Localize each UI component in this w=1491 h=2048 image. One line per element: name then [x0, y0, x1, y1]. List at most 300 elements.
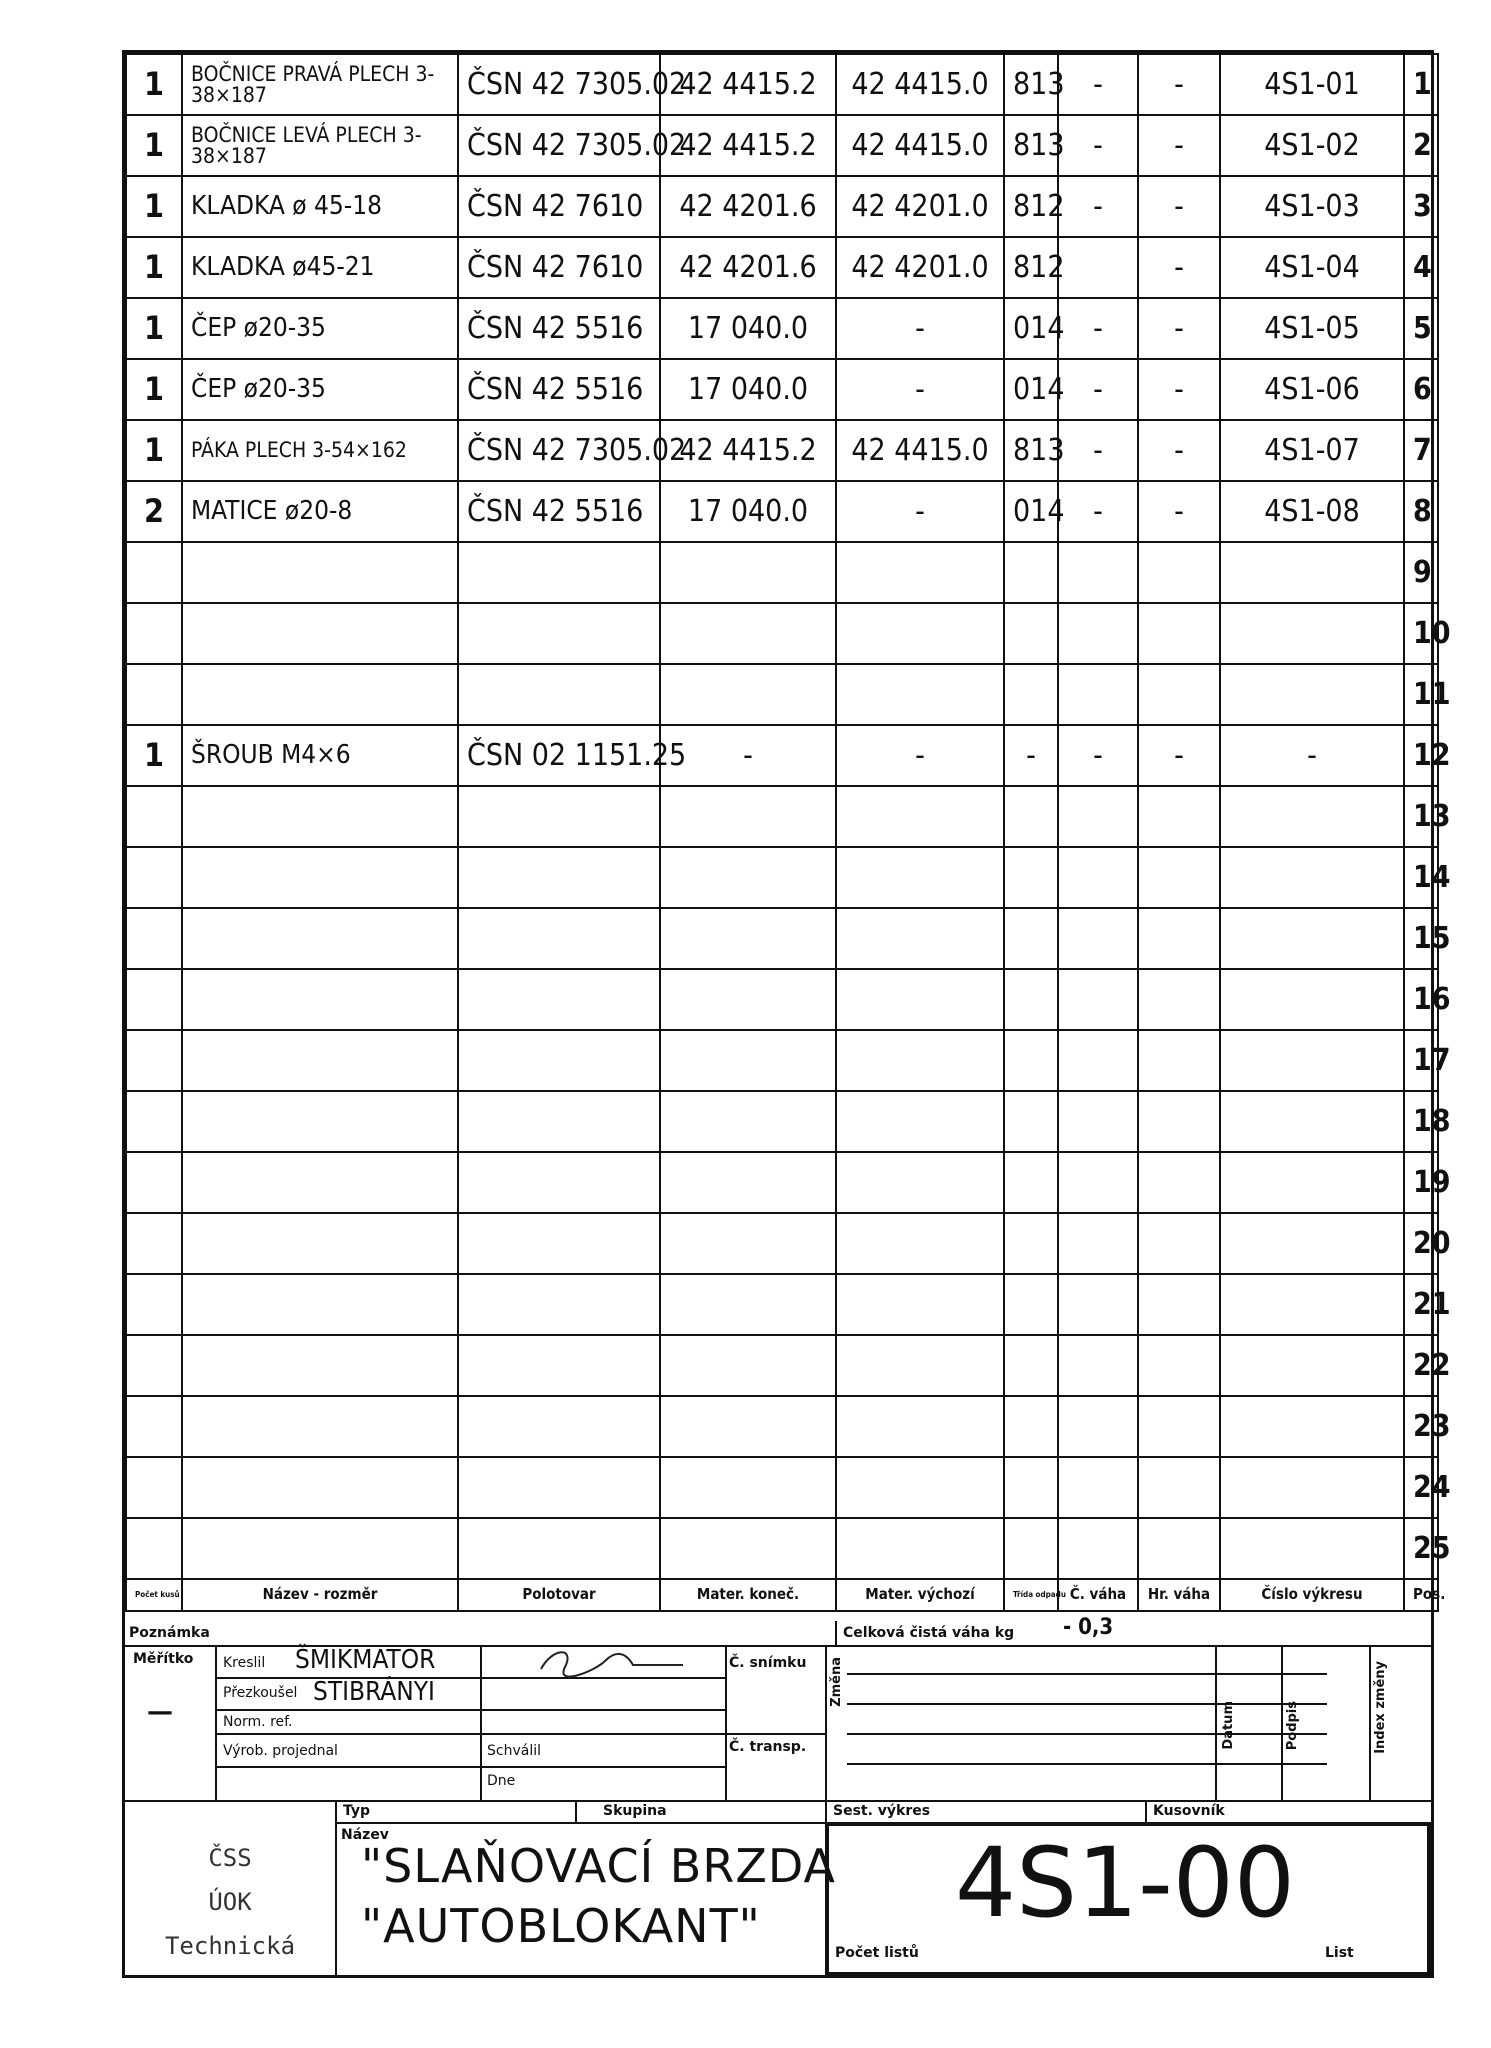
- cell-mat-konec: [660, 1213, 836, 1274]
- cell-mat-vychozi: [836, 1518, 1004, 1579]
- cell-polotovar: [458, 603, 660, 664]
- schvalil-label: Schválil: [487, 1743, 541, 1759]
- celkova-vaha-value: - 0,3: [1063, 1615, 1114, 1640]
- kreslil-value: ŠMIKMATOR: [295, 1645, 436, 1675]
- stamp-line-1: ČSS: [208, 1844, 252, 1872]
- cell-mat-vychozi: [836, 908, 1004, 969]
- cell-cislo-vykresu: 4S1-07: [1220, 420, 1404, 481]
- cell-mat-vychozi: [836, 1091, 1004, 1152]
- cell-hr-vaha: [1138, 1152, 1220, 1213]
- cell-mat-vychozi: [836, 847, 1004, 908]
- signature: [535, 1641, 685, 1681]
- cell-name: [182, 1457, 458, 1518]
- cell-trida: -: [1004, 725, 1058, 786]
- cell-qty: [126, 542, 182, 603]
- cell-qty: [126, 1030, 182, 1091]
- prezkousel-value: STIBRÁNYI: [313, 1677, 435, 1707]
- cell-mat-vychozi: [836, 603, 1004, 664]
- cell-mat-konec: [660, 1152, 836, 1213]
- cell-pos: 15: [1404, 908, 1438, 969]
- cell-name: [182, 1274, 458, 1335]
- cell-qty: [126, 847, 182, 908]
- cell-mat-konec: -: [660, 725, 836, 786]
- cell-mat-konec: [660, 1335, 836, 1396]
- cell-pos: 23: [1404, 1396, 1438, 1457]
- norm-ref-label: Norm. ref.: [223, 1714, 293, 1730]
- cell-hr-vaha: [1138, 1274, 1220, 1335]
- cell-cislo-vykresu: [1220, 1274, 1404, 1335]
- cell-trida: 014: [1004, 481, 1058, 542]
- header-mat-konec: Mater. koneč.: [660, 1579, 836, 1611]
- cell-name: [182, 1152, 458, 1213]
- cell-mat-vychozi: [836, 542, 1004, 603]
- cell-trida: [1004, 786, 1058, 847]
- cell-mat-vychozi: 42 4415.0: [836, 420, 1004, 481]
- cell-name: KLADKA ø45-21: [182, 237, 458, 298]
- cell-polotovar: [458, 1518, 660, 1579]
- cell-mat-konec: [660, 1091, 836, 1152]
- cell-mat-konec: [660, 786, 836, 847]
- table-row: [126, 725, 1438, 786]
- cell-trida: [1004, 1457, 1058, 1518]
- cell-c-vaha: [1058, 1457, 1138, 1518]
- cell-c-vaha: -: [1058, 298, 1138, 359]
- cell-mat-vychozi: [836, 1274, 1004, 1335]
- cell-mat-konec: 42 4415.2: [660, 115, 836, 176]
- cell-c-vaha: [1058, 603, 1138, 664]
- cell-name: [182, 908, 458, 969]
- cell-qty: [126, 786, 182, 847]
- cell-mat-konec: [660, 1518, 836, 1579]
- cell-polotovar: ČSN 02 1151.25: [458, 725, 660, 786]
- table-row: [126, 908, 1438, 969]
- cell-trida: 813: [1004, 54, 1058, 115]
- header-pos: Pos.: [1404, 1579, 1438, 1611]
- cell-qty: [126, 908, 182, 969]
- cell-pos: 25: [1404, 1518, 1438, 1579]
- kusovnik-label: Kusovník: [1153, 1803, 1225, 1819]
- cell-cislo-vykresu: 4S1-04: [1220, 237, 1404, 298]
- zmena-label: Změna: [829, 1657, 844, 1707]
- cell-cislo-vykresu: [1220, 1518, 1404, 1579]
- drawing-number: 4S1-00: [955, 1827, 1295, 1939]
- cell-hr-vaha: [1138, 969, 1220, 1030]
- cell-cislo-vykresu: 4S1-06: [1220, 359, 1404, 420]
- cell-c-vaha: -: [1058, 359, 1138, 420]
- table-row: [126, 359, 1438, 420]
- vyrob-projednal-label: Výrob. projednal: [223, 1743, 338, 1759]
- table-row: [126, 786, 1438, 847]
- cell-c-vaha: -: [1058, 481, 1138, 542]
- cell-mat-vychozi: 42 4201.0: [836, 176, 1004, 237]
- cell-hr-vaha: [1138, 542, 1220, 603]
- cell-hr-vaha: [1138, 1091, 1220, 1152]
- cell-polotovar: ČSN 42 7610: [458, 237, 660, 298]
- cell-pos: 8: [1404, 481, 1438, 542]
- cell-qty: [126, 1518, 182, 1579]
- table-row: [126, 115, 1438, 176]
- cell-qty: [126, 1152, 182, 1213]
- cell-qty: [126, 1457, 182, 1518]
- parts-list-sheet: [122, 50, 1451, 1978]
- cell-name: [182, 1213, 458, 1274]
- header-mat-vychozi: Mater. výchozí: [836, 1579, 1004, 1611]
- poznamka-label: Poznámka: [129, 1625, 210, 1641]
- cell-mat-konec: [660, 969, 836, 1030]
- prezkousel-label: Přezkoušel: [223, 1685, 298, 1701]
- cell-mat-konec: 17 040.0: [660, 359, 836, 420]
- meritko-value: —: [147, 1697, 173, 1727]
- cell-c-vaha: [1058, 1213, 1138, 1274]
- cell-name: BOČNICE PRAVÁ PLECH 3-38×187: [182, 54, 458, 115]
- cell-trida: 014: [1004, 298, 1058, 359]
- cell-mat-vychozi: 42 4415.0: [836, 115, 1004, 176]
- header-c-vaha: Č. váha: [1058, 1579, 1138, 1611]
- cell-trida: 813: [1004, 115, 1058, 176]
- cell-polotovar: [458, 969, 660, 1030]
- cell-polotovar: [458, 542, 660, 603]
- datum-label: Datum: [1221, 1701, 1236, 1750]
- cell-qty: [126, 1335, 182, 1396]
- cell-trida: [1004, 1152, 1058, 1213]
- cell-pos: 24: [1404, 1457, 1438, 1518]
- table-row: [126, 237, 1438, 298]
- cell-cislo-vykresu: [1220, 542, 1404, 603]
- cell-qty: [126, 664, 182, 725]
- table-row: [126, 1335, 1438, 1396]
- cell-name: [182, 786, 458, 847]
- cell-mat-konec: [660, 542, 836, 603]
- table-row: [126, 298, 1438, 359]
- cell-cislo-vykresu: [1220, 1213, 1404, 1274]
- sest-vykres-label: Sest. výkres: [833, 1803, 931, 1819]
- cell-pos: 13: [1404, 786, 1438, 847]
- dne-label: Dne: [487, 1773, 516, 1789]
- cell-polotovar: ČSN 42 7305.02: [458, 54, 660, 115]
- cell-cislo-vykresu: [1220, 603, 1404, 664]
- cell-cislo-vykresu: 4S1-02: [1220, 115, 1404, 176]
- cell-name: [182, 1030, 458, 1091]
- table-row: [126, 969, 1438, 1030]
- cell-pos: 3: [1404, 176, 1438, 237]
- cell-polotovar: ČSN 42 7305.02: [458, 115, 660, 176]
- cell-qty: [126, 1274, 182, 1335]
- cell-mat-vychozi: 42 4415.0: [836, 54, 1004, 115]
- cell-mat-vychozi: [836, 786, 1004, 847]
- c-transp-label: Č. transp.: [729, 1739, 807, 1755]
- cell-cislo-vykresu: [1220, 1152, 1404, 1213]
- cell-polotovar: [458, 1213, 660, 1274]
- cell-polotovar: [458, 908, 660, 969]
- cell-hr-vaha: -: [1138, 725, 1220, 786]
- cell-hr-vaha: [1138, 908, 1220, 969]
- cell-polotovar: [458, 1091, 660, 1152]
- cell-mat-konec: 17 040.0: [660, 481, 836, 542]
- cell-trida: [1004, 1396, 1058, 1457]
- cell-polotovar: [458, 847, 660, 908]
- c-snimku-label: Č. snímku: [729, 1655, 807, 1671]
- cell-cislo-vykresu: 4S1-03: [1220, 176, 1404, 237]
- cell-cislo-vykresu: [1220, 847, 1404, 908]
- cell-mat-konec: 42 4415.2: [660, 420, 836, 481]
- cell-pos: 22: [1404, 1335, 1438, 1396]
- cell-name: BOČNICE LEVÁ PLECH 3-38×187: [182, 115, 458, 176]
- cell-trida: [1004, 908, 1058, 969]
- header-hr-vaha: Hr. váha: [1138, 1579, 1220, 1611]
- cell-name: ČEP ø20-35: [182, 359, 458, 420]
- cell-cislo-vykresu: [1220, 786, 1404, 847]
- table-row: [126, 1518, 1438, 1579]
- cell-mat-vychozi: [836, 1457, 1004, 1518]
- cell-mat-konec: 17 040.0: [660, 298, 836, 359]
- cell-c-vaha: -: [1058, 54, 1138, 115]
- cell-qty: 1: [126, 176, 182, 237]
- cell-qty: [126, 1091, 182, 1152]
- cell-cislo-vykresu: [1220, 969, 1404, 1030]
- cell-c-vaha: [1058, 1030, 1138, 1091]
- cell-hr-vaha: -: [1138, 237, 1220, 298]
- cell-hr-vaha: -: [1138, 176, 1220, 237]
- typ-label: Typ: [343, 1803, 371, 1819]
- cell-polotovar: ČSN 42 5516: [458, 481, 660, 542]
- cell-trida: [1004, 664, 1058, 725]
- kreslil-label: Kreslil: [223, 1655, 266, 1671]
- cell-polotovar: ČSN 42 5516: [458, 298, 660, 359]
- cell-c-vaha: [1058, 1396, 1138, 1457]
- title-block: [125, 1615, 1431, 1976]
- cell-name: [182, 847, 458, 908]
- cell-pos: 20: [1404, 1213, 1438, 1274]
- cell-c-vaha: [1058, 969, 1138, 1030]
- cell-hr-vaha: [1138, 847, 1220, 908]
- cell-mat-vychozi: [836, 1152, 1004, 1213]
- cell-name: MATICE ø20-8: [182, 481, 458, 542]
- cell-qty: 1: [126, 54, 182, 115]
- header-cislo-vykresu: Číslo výkresu: [1220, 1579, 1404, 1611]
- cell-trida: [1004, 542, 1058, 603]
- cell-hr-vaha: [1138, 1518, 1220, 1579]
- cell-hr-vaha: [1138, 1030, 1220, 1091]
- cell-mat-konec: 42 4415.2: [660, 54, 836, 115]
- cell-c-vaha: -: [1058, 420, 1138, 481]
- cell-qty: 1: [126, 420, 182, 481]
- table-row: [126, 1152, 1438, 1213]
- cell-trida: [1004, 1213, 1058, 1274]
- table-row: [126, 1457, 1438, 1518]
- cell-name: [182, 1335, 458, 1396]
- cell-hr-vaha: -: [1138, 481, 1220, 542]
- header-qty: Počet kusů: [126, 1579, 182, 1611]
- celkova-vaha-label: Celková čistá váha kg: [843, 1625, 1015, 1641]
- cell-mat-konec: [660, 1396, 836, 1457]
- cell-cislo-vykresu: [1220, 1091, 1404, 1152]
- cell-polotovar: [458, 1274, 660, 1335]
- cell-mat-vychozi: [836, 1335, 1004, 1396]
- cell-trida: 812: [1004, 237, 1058, 298]
- cell-qty: 1: [126, 237, 182, 298]
- cell-pos: 1: [1404, 54, 1438, 115]
- cell-cislo-vykresu: 4S1-05: [1220, 298, 1404, 359]
- cell-qty: 2: [126, 481, 182, 542]
- table-row: [126, 542, 1438, 603]
- cell-mat-konec: 42 4201.6: [660, 237, 836, 298]
- cell-pos: 19: [1404, 1152, 1438, 1213]
- stamp-line-3: Technická: [164, 1932, 296, 1960]
- cell-hr-vaha: -: [1138, 115, 1220, 176]
- cell-c-vaha: [1058, 908, 1138, 969]
- cell-qty: [126, 969, 182, 1030]
- cell-cislo-vykresu: [1220, 1396, 1404, 1457]
- cell-pos: 4: [1404, 237, 1438, 298]
- cell-polotovar: [458, 1335, 660, 1396]
- cell-c-vaha: [1058, 1518, 1138, 1579]
- cell-c-vaha: [1058, 1335, 1138, 1396]
- cell-pos: 9: [1404, 542, 1438, 603]
- list-label: List: [1325, 1945, 1354, 1961]
- cell-pos: 17: [1404, 1030, 1438, 1091]
- cell-hr-vaha: [1138, 1213, 1220, 1274]
- cell-hr-vaha: -: [1138, 420, 1220, 481]
- cell-mat-vychozi: [836, 664, 1004, 725]
- table-row: [126, 1091, 1438, 1152]
- cell-c-vaha: -: [1058, 115, 1138, 176]
- nazev-label: Název: [341, 1827, 389, 1843]
- cell-name: [182, 542, 458, 603]
- cell-c-vaha: [1058, 1274, 1138, 1335]
- cell-c-vaha: [1058, 664, 1138, 725]
- cell-mat-konec: [660, 664, 836, 725]
- header-name: Název - rozměr: [182, 1579, 458, 1611]
- cell-hr-vaha: -: [1138, 298, 1220, 359]
- table-row: [126, 481, 1438, 542]
- index-zmeny-label: Index změny: [1373, 1661, 1388, 1754]
- cell-polotovar: [458, 1152, 660, 1213]
- meritko-label: Měřítko: [133, 1651, 194, 1667]
- parts-table: [125, 53, 1451, 1612]
- cell-mat-vychozi: [836, 1396, 1004, 1457]
- header-trida: Třída odpadu: [1004, 1579, 1058, 1611]
- table-row: [126, 847, 1438, 908]
- cell-qty: 1: [126, 298, 182, 359]
- table-row: [126, 176, 1438, 237]
- pocet-listu-label: Počet listů: [835, 1945, 919, 1961]
- cell-qty: 1: [126, 115, 182, 176]
- table-row: [126, 1213, 1438, 1274]
- cell-name: ČEP ø20-35: [182, 298, 458, 359]
- cell-mat-vychozi: -: [836, 298, 1004, 359]
- cell-name: [182, 664, 458, 725]
- cell-hr-vaha: -: [1138, 359, 1220, 420]
- cell-pos: 16: [1404, 969, 1438, 1030]
- cell-trida: [1004, 1335, 1058, 1396]
- cell-mat-vychozi: [836, 1030, 1004, 1091]
- cell-trida: [1004, 1030, 1058, 1091]
- cell-qty: 1: [126, 359, 182, 420]
- cell-pos: 12: [1404, 725, 1438, 786]
- cell-c-vaha: -: [1058, 725, 1138, 786]
- cell-trida: 812: [1004, 176, 1058, 237]
- cell-pos: 14: [1404, 847, 1438, 908]
- cell-mat-konec: [660, 1457, 836, 1518]
- cell-name: KLADKA ø 45-18: [182, 176, 458, 237]
- cell-name: [182, 1518, 458, 1579]
- cell-cislo-vykresu: [1220, 1335, 1404, 1396]
- cell-qty: 1: [126, 725, 182, 786]
- cell-qty: [126, 1396, 182, 1457]
- cell-cislo-vykresu: 4S1-08: [1220, 481, 1404, 542]
- cell-hr-vaha: [1138, 786, 1220, 847]
- title-line-1: "SLAŇOVACÍ BRZDA: [361, 1839, 836, 1893]
- cell-mat-vychozi: -: [836, 481, 1004, 542]
- cell-pos: 10: [1404, 603, 1438, 664]
- cell-mat-konec: [660, 847, 836, 908]
- cell-polotovar: [458, 664, 660, 725]
- cell-qty: [126, 1213, 182, 1274]
- cell-cislo-vykresu: [1220, 1457, 1404, 1518]
- cell-mat-konec: [660, 1274, 836, 1335]
- cell-name: [182, 1396, 458, 1457]
- stamp-line-2: ÚOK: [208, 1888, 252, 1916]
- skupina-label: Skupina: [603, 1803, 667, 1819]
- cell-c-vaha: -: [1058, 176, 1138, 237]
- cell-mat-konec: [660, 908, 836, 969]
- cell-mat-konec: [660, 1030, 836, 1091]
- podpis-label: Podpis: [1285, 1701, 1300, 1751]
- cell-c-vaha: [1058, 847, 1138, 908]
- cell-polotovar: ČSN 42 7610: [458, 176, 660, 237]
- cell-trida: [1004, 1274, 1058, 1335]
- cell-hr-vaha: [1138, 1457, 1220, 1518]
- cell-cislo-vykresu: 4S1-01: [1220, 54, 1404, 115]
- cell-polotovar: ČSN 42 7305.02: [458, 420, 660, 481]
- cell-c-vaha: [1058, 786, 1138, 847]
- cell-pos: 6: [1404, 359, 1438, 420]
- cell-cislo-vykresu: [1220, 664, 1404, 725]
- cell-mat-vychozi: -: [836, 359, 1004, 420]
- table-row: [126, 420, 1438, 481]
- table-row: [126, 54, 1438, 115]
- cell-pos: 18: [1404, 1091, 1438, 1152]
- cell-pos: 7: [1404, 420, 1438, 481]
- cell-mat-konec: 42 4201.6: [660, 176, 836, 237]
- table-row: [126, 1396, 1438, 1457]
- cell-c-vaha: [1058, 1091, 1138, 1152]
- cell-cislo-vykresu: [1220, 1030, 1404, 1091]
- cell-hr-vaha: [1138, 1335, 1220, 1396]
- title-line-2: "AUTOBLOKANT": [361, 1899, 761, 1953]
- cell-mat-vychozi: 42 4201.0: [836, 237, 1004, 298]
- cell-qty: [126, 603, 182, 664]
- cell-polotovar: [458, 1396, 660, 1457]
- cell-name: ŠROUB M4×6: [182, 725, 458, 786]
- cell-mat-vychozi: [836, 969, 1004, 1030]
- cell-trida: [1004, 1091, 1058, 1152]
- cell-pos: 2: [1404, 115, 1438, 176]
- cell-cislo-vykresu: -: [1220, 725, 1404, 786]
- cell-name: PÁKA PLECH 3-54×162: [182, 420, 458, 481]
- cell-mat-vychozi: [836, 1213, 1004, 1274]
- cell-hr-vaha: [1138, 603, 1220, 664]
- cell-trida: [1004, 969, 1058, 1030]
- cell-pos: 11: [1404, 664, 1438, 725]
- cell-c-vaha: [1058, 1152, 1138, 1213]
- cell-trida: [1004, 847, 1058, 908]
- cell-mat-vychozi: -: [836, 725, 1004, 786]
- cell-c-vaha: [1058, 542, 1138, 603]
- header-polotovar: Polotovar: [458, 1579, 660, 1611]
- cell-trida: 813: [1004, 420, 1058, 481]
- cell-polotovar: [458, 786, 660, 847]
